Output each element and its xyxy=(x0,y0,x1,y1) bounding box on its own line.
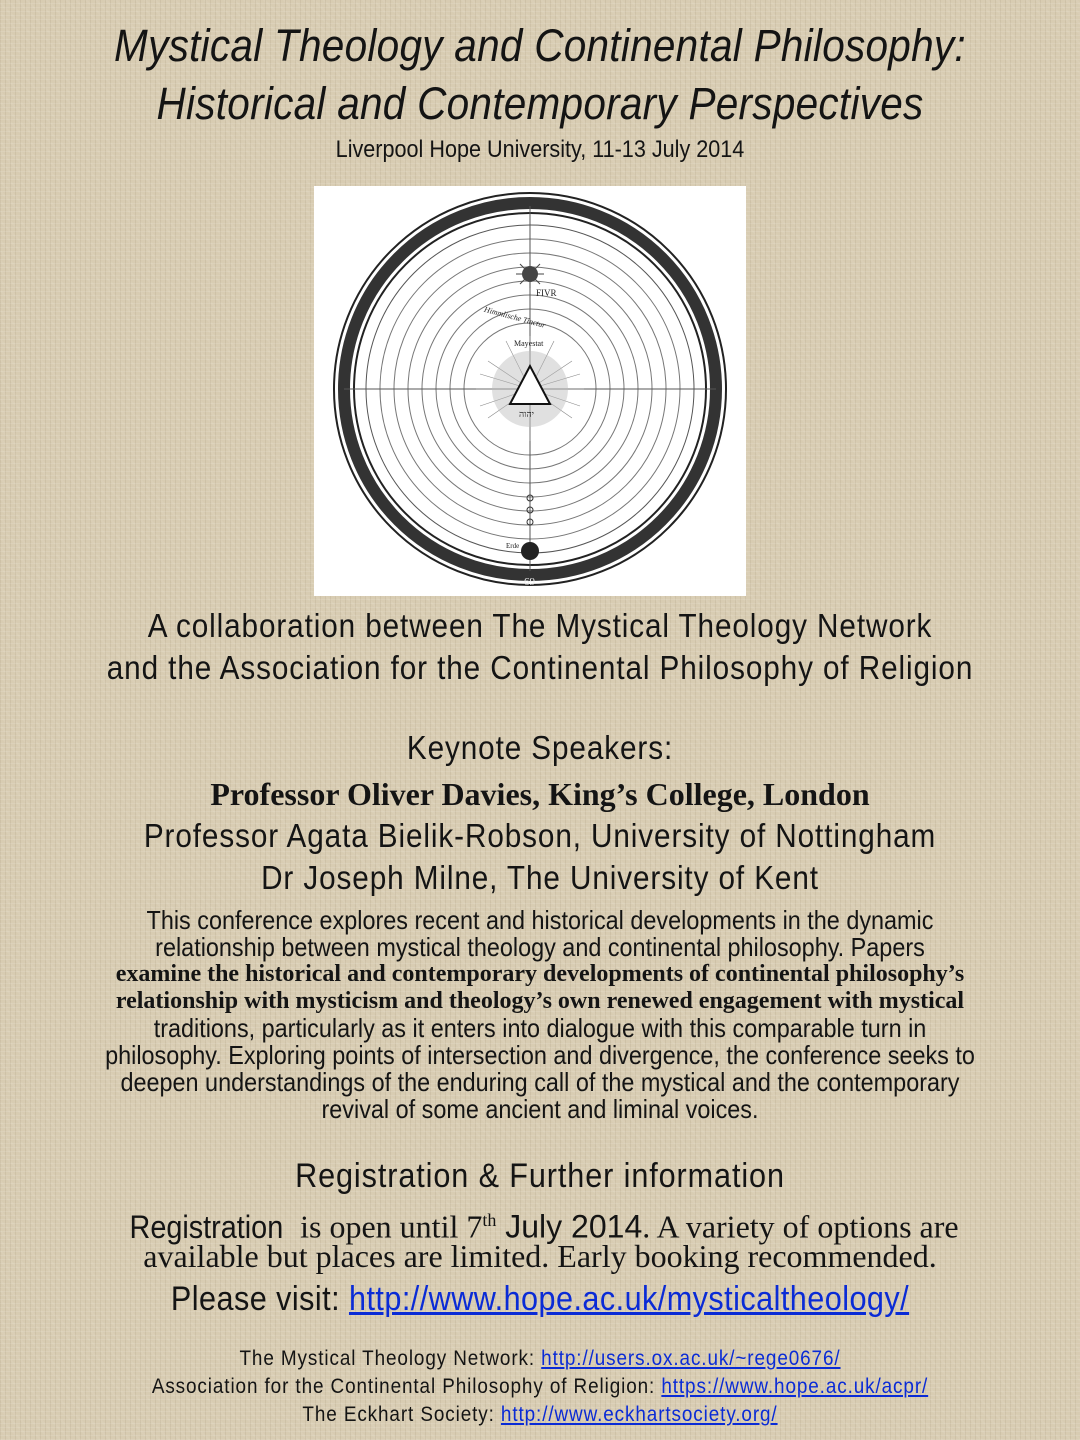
footer-label: The Mystical Theology Network: xyxy=(239,1347,542,1370)
footer-label: The Eckhart Society: xyxy=(302,1403,501,1426)
registration-open-text: is open until 7 xyxy=(292,1208,483,1245)
footer-line-acpr xyxy=(54,1373,1026,1401)
footer-label: Association for the Continental Philosophy of Religion: xyxy=(151,1375,662,1398)
collaboration-line-1: A collaboration between The Mystical Theology Network xyxy=(147,607,933,644)
hebrew-label: יהוה xyxy=(519,409,535,419)
description-line: traditions, particularly as it enters into dialogue with this comparable turn in xyxy=(153,1013,927,1043)
footer-line-eckhart xyxy=(54,1401,1026,1429)
description-line: examine the historical and contemporary developments of continental philosophy’s xyxy=(115,961,965,987)
collaboration-line-2: and the Association for the Continental Philosophy of Religion xyxy=(106,649,974,686)
cosmic-diagram-icon xyxy=(314,186,746,596)
description-line: revival of some ancient and liminal voices. xyxy=(321,1094,759,1124)
keynote-speaker-1: Professor Oliver Davies, King’s College, London xyxy=(210,776,870,812)
registration-options-text: . A variety of options are xyxy=(642,1208,959,1245)
venue-date: Liverpool Hope University, 11-13 July 2014 xyxy=(335,136,745,163)
description-line: relationship with mysticism and theology’s own renewed engagement with mystical xyxy=(115,988,965,1014)
title-line-1: Mystical Theology and Continental Philosophy: xyxy=(114,20,966,71)
registration-line-2: available but places are limited. Early booking recommended. xyxy=(143,1238,937,1274)
footer-line-mtn xyxy=(54,1345,1026,1373)
registration-word: Registration xyxy=(129,1208,284,1245)
description-line: relationship between mystical theology and continental philosophy. Papers xyxy=(155,932,925,962)
conference-website-link[interactable]: http://www.hope.ac.uk/mysticaltheology/ xyxy=(348,1280,910,1318)
registration-heading: Registration & Further information xyxy=(295,1157,785,1195)
description-line: philosophy. Exploring points of intersection and divergence, the conference seeks to xyxy=(105,1040,975,1070)
keynote-speaker-3: Dr Joseph Milne, The University of Kent xyxy=(261,859,819,896)
cosmic-diagram-image xyxy=(314,186,746,596)
earth-label: Erde xyxy=(506,542,520,550)
registration-date: July 2014 xyxy=(496,1208,643,1245)
description-line: This conference explores recent and historical developments in the dynamic xyxy=(146,905,934,935)
visit-label: Please visit: xyxy=(170,1280,349,1318)
fire-label: FIVR xyxy=(536,288,557,298)
description-paragraph xyxy=(0,907,1080,1123)
title-line-2: Historical and Contemporary Perspectives xyxy=(156,78,924,129)
eckhart-society-link[interactable]: http://www.eckhartsociety.org/ xyxy=(500,1403,778,1426)
registration-superscript: th xyxy=(482,1210,497,1230)
keynote-speaker-2: Professor Agata Bielik-Robson, University of Nottingham xyxy=(143,817,937,854)
tincture-label: Himmlische Tinctur xyxy=(483,304,547,330)
mystical-theology-network-link[interactable]: http://users.ox.ac.uk/~rege0676/ xyxy=(541,1347,841,1370)
majesty-label: Mayestat xyxy=(514,339,544,348)
acpr-link[interactable]: https://www.hope.ac.uk/acpr/ xyxy=(661,1375,929,1398)
description-line: deepen understandings of the enduring call of the mystical and the contemporary xyxy=(120,1067,960,1097)
plate-number: 69 xyxy=(524,576,535,588)
keynote-heading: Keynote Speakers: xyxy=(406,729,674,766)
visit-line xyxy=(54,1278,1026,1320)
